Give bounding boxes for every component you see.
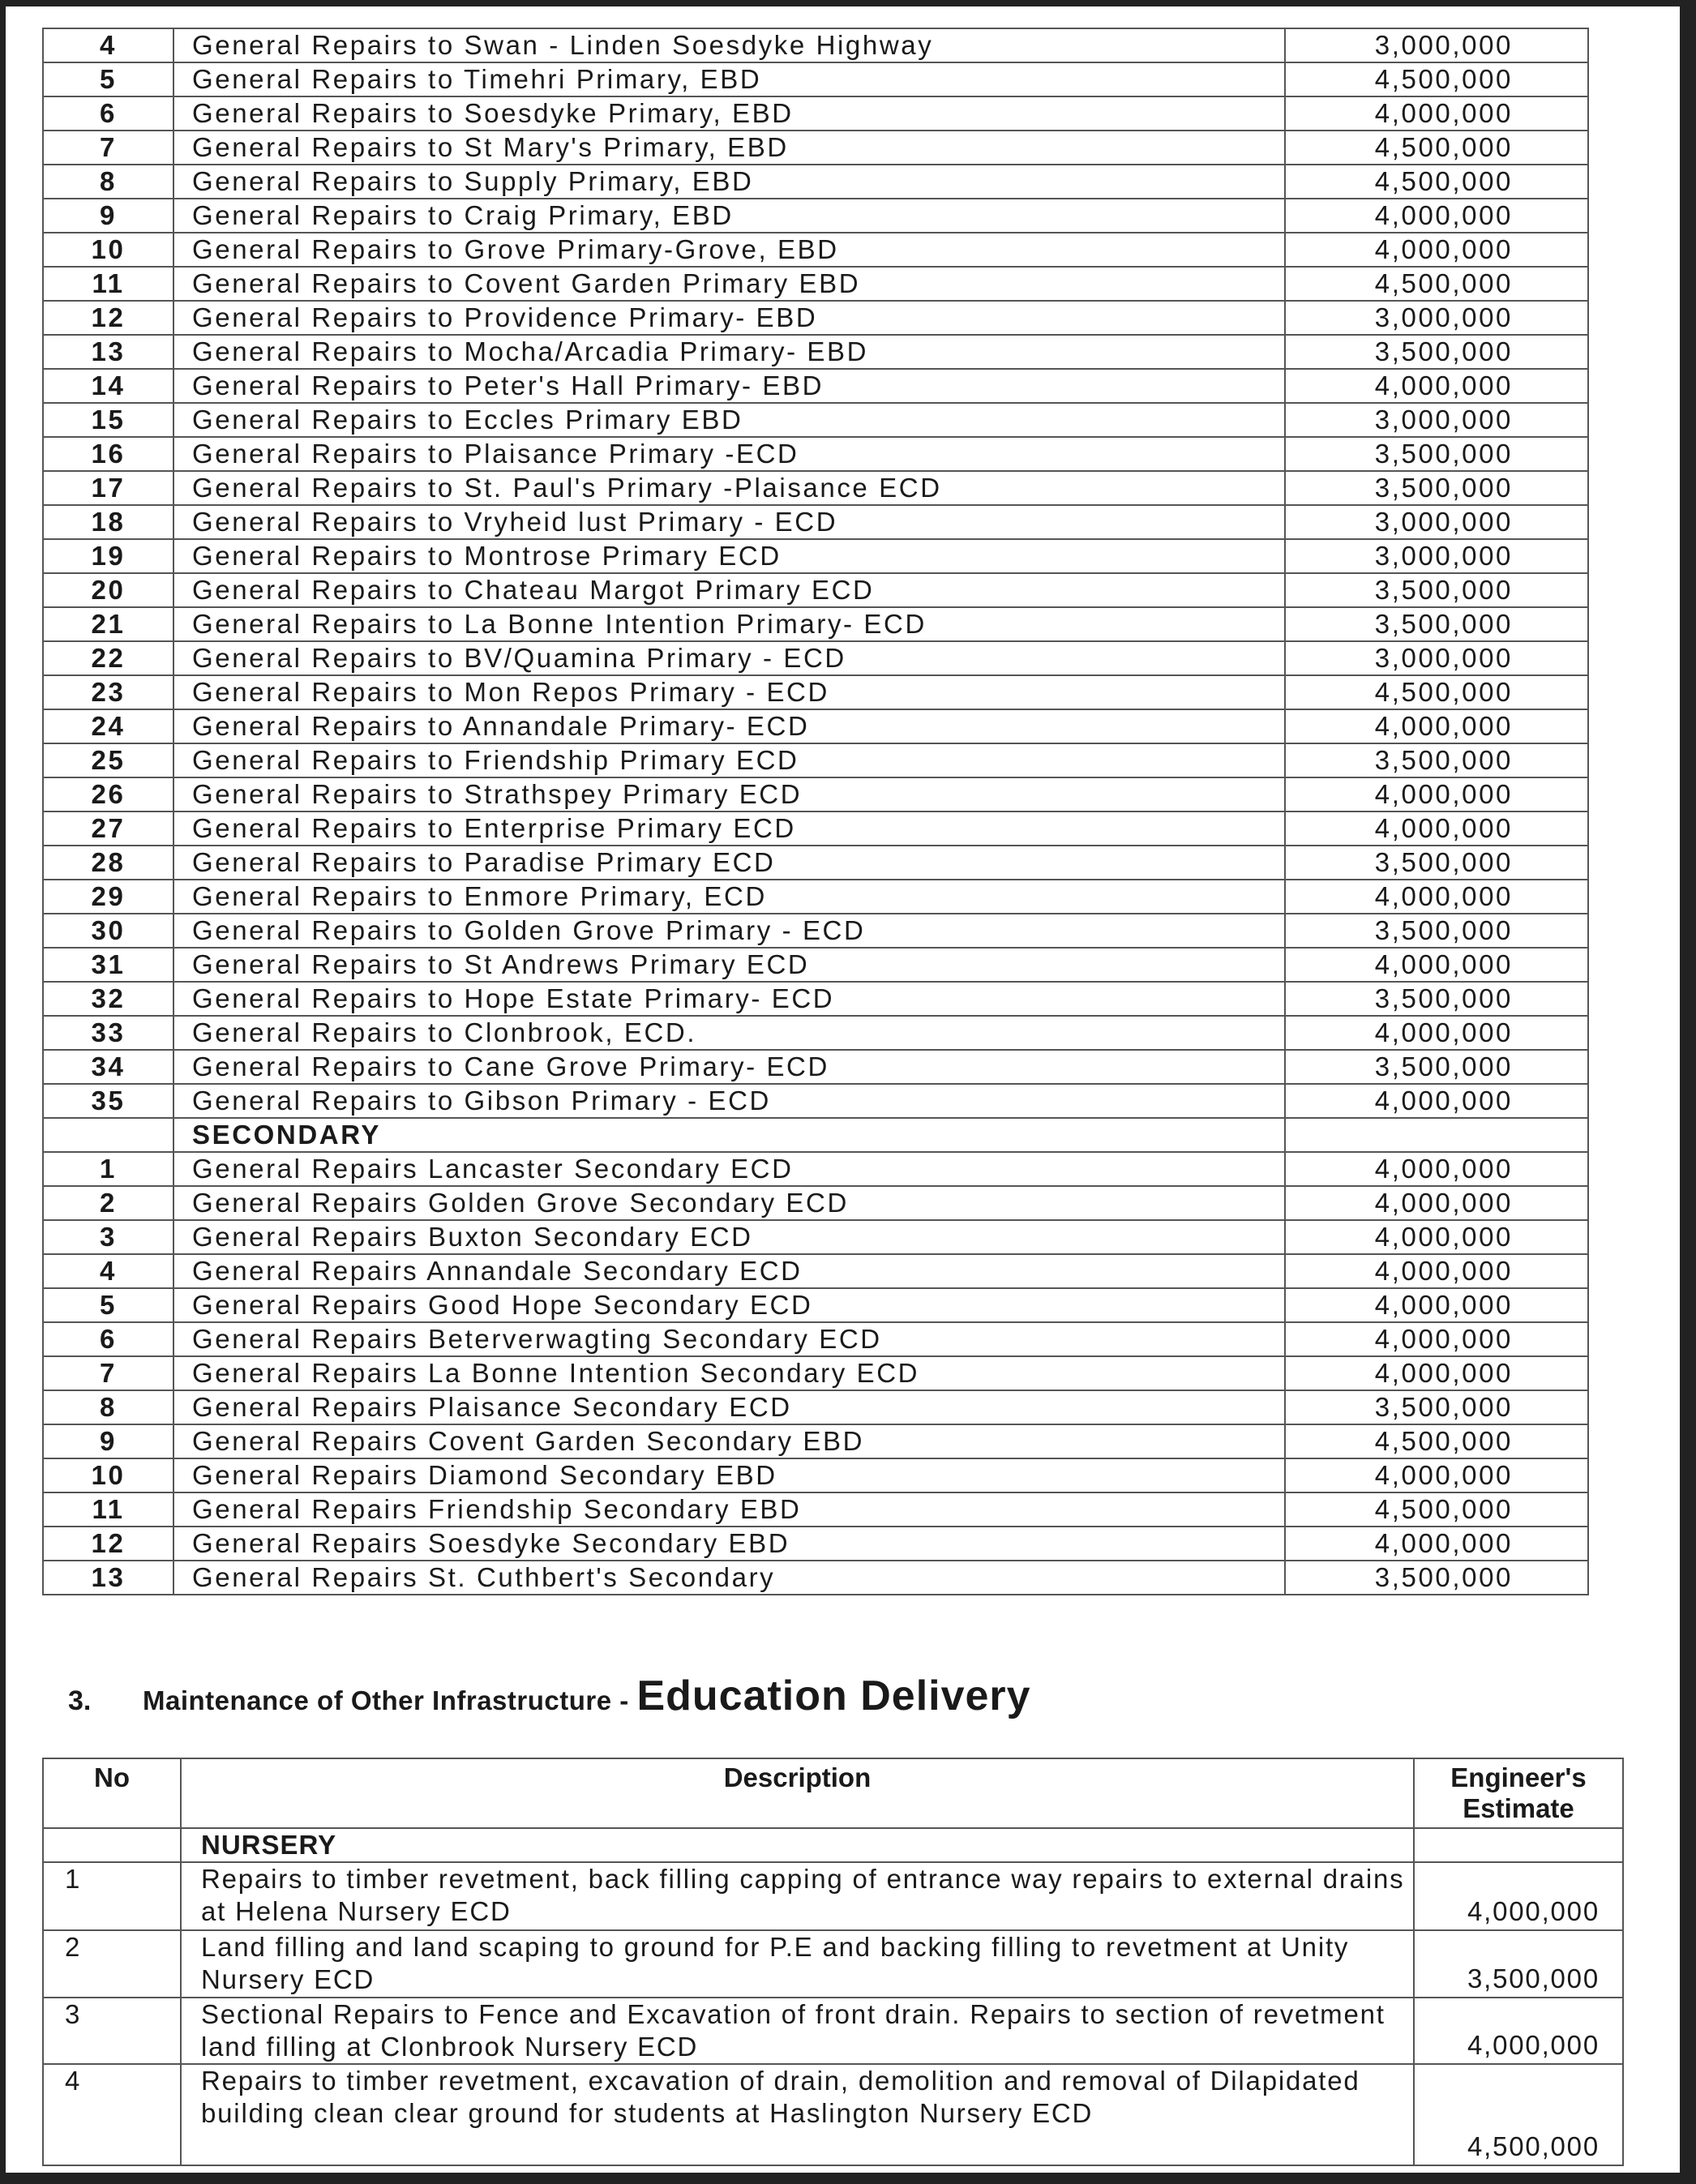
row-description: General Repairs to Providence Primary- EBD — [173, 301, 1285, 335]
row-number: 1 — [43, 1152, 173, 1186]
header-no: No — [43, 1758, 181, 1828]
row-amount: 4,500,000 — [1285, 62, 1588, 96]
row-amount: 4,000,000 — [1285, 1016, 1588, 1050]
row-description: General Repairs to Soesdyke Primary, EBD — [173, 96, 1285, 131]
section-title-emphasis: Education Delivery — [636, 1672, 1031, 1719]
row-description: General Repairs Beterverwagting Secondary ECD — [173, 1322, 1285, 1356]
row-number: 9 — [43, 1424, 173, 1458]
row-amount: 3,000,000 — [1285, 505, 1588, 539]
row-amount: 4,000,000 — [1285, 812, 1588, 846]
row-description: General Repairs to Montrose Primary ECD — [173, 539, 1285, 573]
row-number: 11 — [43, 267, 173, 301]
row-number: 14 — [43, 369, 173, 403]
row-amount: 3,000,000 — [1285, 28, 1588, 62]
row-number: 15 — [43, 403, 173, 437]
row-amount: 4,000,000 — [1414, 1862, 1623, 1930]
page-frame-top — [0, 0, 1696, 6]
section-label: NURSERY — [181, 1828, 1414, 1862]
table-row — [43, 1390, 1588, 1424]
header-estimate-line2: Estimate — [1463, 1793, 1574, 1823]
table-row — [43, 1186, 1588, 1220]
row-description: General Repairs Golden Grove Secondary ECD — [173, 1186, 1285, 1220]
row-description: General Repairs Soesdyke Secondary EBD — [173, 1527, 1285, 1561]
table-row — [43, 743, 1588, 777]
row-description: General Repairs to Gibson Primary - ECD — [173, 1084, 1285, 1118]
row-amount: 4,000,000 — [1285, 1186, 1588, 1220]
row-number: 3 — [43, 1998, 181, 2064]
row-number: 25 — [43, 743, 173, 777]
row-description: Sectional Repairs to Fence and Excavation of front drain. Repairs to section of revetment land filling at Clonbrook Nursery ECD — [181, 1998, 1414, 2064]
table-row — [43, 471, 1588, 505]
row-amount: 3,500,000 — [1414, 1930, 1623, 1998]
row-amount: 3,000,000 — [1285, 641, 1588, 675]
row-amount: 4,000,000 — [1285, 709, 1588, 743]
table-row — [43, 1084, 1588, 1118]
table-row — [43, 369, 1588, 403]
header-description: Description — [181, 1758, 1414, 1828]
row-description: General Repairs Good Hope Secondary ECD — [173, 1288, 1285, 1322]
row-number: 12 — [43, 301, 173, 335]
row-number: 17 — [43, 471, 173, 505]
row-amount: 3,000,000 — [1285, 539, 1588, 573]
table-row — [43, 1050, 1588, 1084]
table-row — [43, 2064, 1623, 2165]
row-description: Land filling and land scaping to ground for P.E and backing filling to revetment at Unity Nursery ECD — [181, 1930, 1414, 1998]
nursery-table — [42, 1758, 1624, 2166]
row-description: General Repairs to La Bonne Intention Primary- ECD — [173, 607, 1285, 641]
row-description: General Repairs to Swan - Linden Soesdyke Highway — [173, 28, 1285, 62]
row-amount: 4,000,000 — [1285, 96, 1588, 131]
row-amount: 3,500,000 — [1285, 471, 1588, 505]
row-number: 5 — [43, 1288, 173, 1322]
row-description: General Repairs to Strathspey Primary ECD — [173, 777, 1285, 812]
section-number: 3. — [68, 1685, 92, 1716]
table-row — [43, 165, 1588, 199]
table-row — [43, 1288, 1588, 1322]
row-description: General Repairs to Vryheid lust Primary - ECD — [173, 505, 1285, 539]
table-row — [43, 1458, 1588, 1492]
table-row — [43, 1998, 1623, 2064]
row-number: 8 — [43, 165, 173, 199]
row-amount: 3,500,000 — [1285, 335, 1588, 369]
header-estimate-line1: Engineer's — [1450, 1762, 1587, 1792]
row-number: 5 — [43, 62, 173, 96]
row-amount: 4,000,000 — [1285, 1220, 1588, 1254]
table-row — [43, 880, 1588, 914]
table-row — [43, 199, 1588, 233]
row-number: 1 — [43, 1862, 181, 1930]
row-description: Repairs to timber revetment, back filling capping of entrance way repairs to external drains at Helena Nursery ECD — [181, 1862, 1414, 1930]
table-row — [43, 607, 1588, 641]
empty-cell — [1414, 1828, 1623, 1862]
row-amount: 3,000,000 — [1285, 403, 1588, 437]
row-number: 7 — [43, 131, 173, 165]
row-description: General Repairs La Bonne Intention Secondary ECD — [173, 1356, 1285, 1390]
row-amount: 4,000,000 — [1285, 1322, 1588, 1356]
table-header-row — [43, 1758, 1623, 1828]
row-description: General Repairs to Craig Primary, EBD — [173, 199, 1285, 233]
table-row — [43, 675, 1588, 709]
table-row — [43, 914, 1588, 948]
table-row — [43, 131, 1588, 165]
row-number: 24 — [43, 709, 173, 743]
row-number: 18 — [43, 505, 173, 539]
row-description: General Repairs to Covent Garden Primary EBD — [173, 267, 1285, 301]
row-number: 20 — [43, 573, 173, 607]
row-amount: 4,000,000 — [1285, 1356, 1588, 1390]
row-number: 2 — [43, 1186, 173, 1220]
row-amount: 4,000,000 — [1285, 1152, 1588, 1186]
section-row — [43, 1828, 1623, 1862]
row-amount: 3,500,000 — [1285, 914, 1588, 948]
section-row — [43, 1118, 1588, 1152]
row-number: 34 — [43, 1050, 173, 1084]
table-row — [43, 62, 1588, 96]
table-row — [43, 1930, 1623, 1998]
row-description: General Repairs to St. Paul's Primary -Plaisance ECD — [173, 471, 1285, 505]
table-row — [43, 505, 1588, 539]
row-amount: 4,000,000 — [1285, 369, 1588, 403]
row-description: General Repairs to Chateau Margot Primary ECD — [173, 573, 1285, 607]
row-amount: 4,000,000 — [1285, 1254, 1588, 1288]
row-amount: 4,500,000 — [1285, 131, 1588, 165]
table-row — [43, 948, 1588, 982]
row-description: General Repairs to Mocha/Arcadia Primary- EBD — [173, 335, 1285, 369]
table-row — [43, 641, 1588, 675]
table-row — [43, 539, 1588, 573]
row-amount: 4,000,000 — [1285, 1084, 1588, 1118]
table-row — [43, 1492, 1588, 1527]
row-amount: 4,000,000 — [1285, 777, 1588, 812]
row-description: General Repairs to Annandale Primary- ECD — [173, 709, 1285, 743]
table-row — [43, 96, 1588, 131]
row-amount: 4,500,000 — [1285, 1424, 1588, 1458]
table-row — [43, 233, 1588, 267]
row-description: General Repairs to Eccles Primary EBD — [173, 403, 1285, 437]
row-description: General Repairs to Clonbrook, ECD. — [173, 1016, 1285, 1050]
row-amount: 4,000,000 — [1414, 1998, 1623, 2064]
row-amount: 3,500,000 — [1285, 743, 1588, 777]
table-row — [43, 1527, 1588, 1561]
row-amount: 4,000,000 — [1285, 948, 1588, 982]
row-number: 30 — [43, 914, 173, 948]
row-number: 8 — [43, 1390, 173, 1424]
row-description: General Repairs to St Mary's Primary, EBD — [173, 131, 1285, 165]
row-number: 4 — [43, 28, 173, 62]
row-description: General Repairs to Hope Estate Primary- ECD — [173, 982, 1285, 1016]
row-number: 10 — [43, 233, 173, 267]
row-description: General Repairs to Supply Primary, EBD — [173, 165, 1285, 199]
row-number: 35 — [43, 1084, 173, 1118]
table-row — [43, 1322, 1588, 1356]
row-number: 23 — [43, 675, 173, 709]
row-description: General Repairs to Cane Grove Primary- ECD — [173, 1050, 1285, 1084]
table-row — [43, 1862, 1623, 1930]
row-description: General Repairs to Mon Repos Primary - ECD — [173, 675, 1285, 709]
row-description: Repairs to timber revetment, excavation of drain, demolition and removal of Dilapidated building clean clear ground for students at Haslington Nursery ECD — [181, 2064, 1414, 2165]
row-amount: 3,000,000 — [1285, 301, 1588, 335]
row-number: 6 — [43, 1322, 173, 1356]
table-row — [43, 267, 1588, 301]
row-amount: 4,000,000 — [1285, 880, 1588, 914]
row-description: General Repairs to Enmore Primary, ECD — [173, 880, 1285, 914]
row-number: 4 — [43, 2064, 181, 2165]
table-row — [43, 335, 1588, 369]
row-amount: 4,500,000 — [1414, 2064, 1623, 2165]
row-amount: 4,500,000 — [1285, 165, 1588, 199]
row-description: General Repairs Diamond Secondary EBD — [173, 1458, 1285, 1492]
table-row — [43, 1561, 1588, 1595]
table-row — [43, 1424, 1588, 1458]
row-description: General Repairs to Friendship Primary ECD — [173, 743, 1285, 777]
row-number: 22 — [43, 641, 173, 675]
header-estimate — [1414, 1758, 1623, 1828]
row-number: 33 — [43, 1016, 173, 1050]
row-number: 31 — [43, 948, 173, 982]
row-number: 11 — [43, 1492, 173, 1527]
page-frame-left — [0, 0, 6, 2184]
row-amount: 4,000,000 — [1285, 233, 1588, 267]
table-row — [43, 812, 1588, 846]
row-description: General Repairs St. Cuthbert's Secondary — [173, 1561, 1285, 1595]
row-amount: 4,000,000 — [1285, 199, 1588, 233]
table-row — [43, 403, 1588, 437]
row-amount: 3,500,000 — [1285, 982, 1588, 1016]
table-row — [43, 1016, 1588, 1050]
table-row — [43, 982, 1588, 1016]
row-number: 32 — [43, 982, 173, 1016]
row-number: 13 — [43, 1561, 173, 1595]
section-title: Maintenance of Other Infrastructure - — [143, 1685, 637, 1715]
row-amount: 3,500,000 — [1285, 573, 1588, 607]
row-amount: 3,500,000 — [1285, 437, 1588, 471]
row-description: General Repairs to Enterprise Primary ECD — [173, 812, 1285, 846]
page-frame-bottom — [0, 2173, 1696, 2184]
table-row — [43, 437, 1588, 471]
row-number: 7 — [43, 1356, 173, 1390]
repairs-table-body — [43, 28, 1588, 1595]
table-row — [43, 846, 1588, 880]
row-description: General Repairs Plaisance Secondary ECD — [173, 1390, 1285, 1424]
row-number: 29 — [43, 880, 173, 914]
row-description: General Repairs to Peter's Hall Primary- EBD — [173, 369, 1285, 403]
row-description: General Repairs Annandale Secondary ECD — [173, 1254, 1285, 1288]
row-amount: 4,000,000 — [1285, 1288, 1588, 1322]
row-number: 4 — [43, 1254, 173, 1288]
table-row — [43, 28, 1588, 62]
row-amount: 3,500,000 — [1285, 846, 1588, 880]
row-number: 2 — [43, 1930, 181, 1998]
empty-cell — [43, 1828, 181, 1862]
row-description: General Repairs Lancaster Secondary ECD — [173, 1152, 1285, 1186]
row-amount: 4,000,000 — [1285, 1527, 1588, 1561]
section-heading — [68, 1672, 1031, 1720]
table-row — [43, 573, 1588, 607]
row-amount: 4,500,000 — [1285, 675, 1588, 709]
row-description: General Repairs to BV/Quamina Primary - ECD — [173, 641, 1285, 675]
table-row — [43, 709, 1588, 743]
table-row — [43, 1220, 1588, 1254]
table-row — [43, 301, 1588, 335]
empty-cell — [43, 1118, 173, 1152]
row-number: 19 — [43, 539, 173, 573]
page-frame-right — [1680, 0, 1696, 2184]
empty-cell — [1285, 1118, 1588, 1152]
row-amount: 3,500,000 — [1285, 1390, 1588, 1424]
row-description: General Repairs to Grove Primary-Grove, EBD — [173, 233, 1285, 267]
row-description: General Repairs Buxton Secondary ECD — [173, 1220, 1285, 1254]
table-row — [43, 1152, 1588, 1186]
table-row — [43, 1254, 1588, 1288]
row-number: 13 — [43, 335, 173, 369]
nursery-table-body — [43, 1828, 1623, 2165]
row-number: 6 — [43, 96, 173, 131]
section-label: SECONDARY — [173, 1118, 1285, 1152]
row-description: General Repairs Covent Garden Secondary EBD — [173, 1424, 1285, 1458]
row-description: General Repairs to Timehri Primary, EBD — [173, 62, 1285, 96]
row-amount: 4,500,000 — [1285, 1492, 1588, 1527]
row-amount: 3,500,000 — [1285, 1050, 1588, 1084]
row-description: General Repairs to Plaisance Primary -ECD — [173, 437, 1285, 471]
row-number: 10 — [43, 1458, 173, 1492]
row-amount: 3,500,000 — [1285, 1561, 1588, 1595]
table-row — [43, 1356, 1588, 1390]
row-number: 16 — [43, 437, 173, 471]
row-number: 27 — [43, 812, 173, 846]
row-number: 12 — [43, 1527, 173, 1561]
row-number: 9 — [43, 199, 173, 233]
row-number: 21 — [43, 607, 173, 641]
row-number: 3 — [43, 1220, 173, 1254]
row-description: General Repairs to St Andrews Primary ECD — [173, 948, 1285, 982]
row-description: General Repairs to Golden Grove Primary - ECD — [173, 914, 1285, 948]
row-number: 28 — [43, 846, 173, 880]
table-row — [43, 777, 1588, 812]
row-description: General Repairs to Paradise Primary ECD — [173, 846, 1285, 880]
row-description: General Repairs Friendship Secondary EBD — [173, 1492, 1285, 1527]
repairs-table — [42, 28, 1589, 1595]
row-amount: 4,000,000 — [1285, 1458, 1588, 1492]
row-amount: 3,500,000 — [1285, 607, 1588, 641]
row-amount: 4,500,000 — [1285, 267, 1588, 301]
row-number: 26 — [43, 777, 173, 812]
